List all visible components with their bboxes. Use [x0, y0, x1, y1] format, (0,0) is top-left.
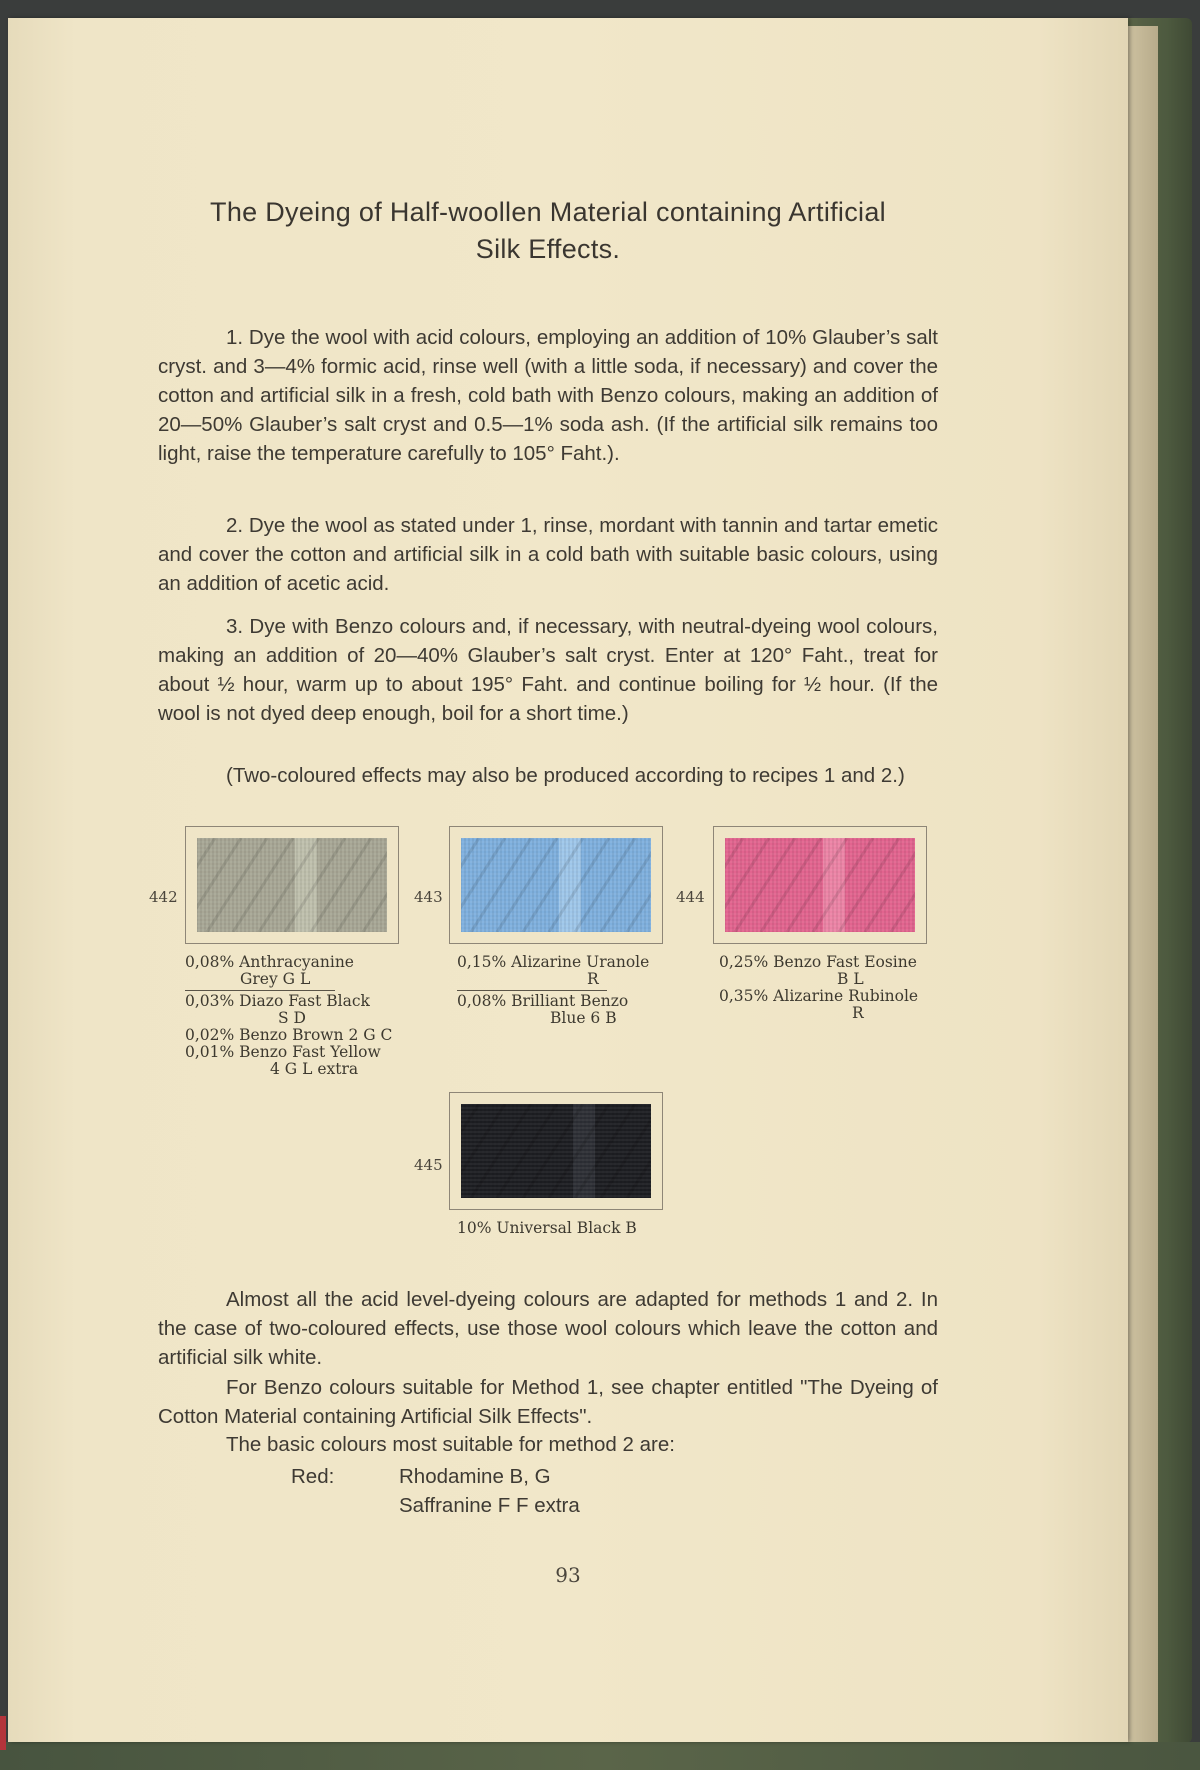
recipe-divider [457, 990, 607, 991]
swatch-number-442: 442 [149, 888, 178, 906]
recipe-line: R [587, 970, 599, 988]
fabric-sample-444 [725, 838, 915, 932]
swatch-444 [713, 826, 927, 944]
recipe-line: B L [837, 970, 864, 988]
recipe-line: R [852, 1004, 864, 1022]
book-cover-bottom [0, 1742, 1200, 1770]
recipe-line: 0,02% Benzo Brown 2 G C [185, 1026, 393, 1044]
book-page [8, 18, 1128, 1742]
page-title [158, 194, 938, 268]
fabric-sample-442 [197, 838, 387, 932]
recipe-line: 4 G L extra [270, 1060, 359, 1078]
page-number: 93 [555, 1563, 581, 1587]
recipe-divider [185, 990, 335, 991]
benzo-colours-paragraph: For Benzo colours suitable for Method 1, see chapter entitled "The Dyeing of Cotton Material containing Artificial Silk Effects". [158, 1376, 938, 1428]
recipe-445 [457, 1220, 637, 1237]
swatch-445 [449, 1092, 663, 1210]
recipe-line: 0,15% Alizarine Uranole [457, 953, 650, 971]
basic-colour-item: Rhodamine B, G [399, 1465, 551, 1488]
recipe-443 [457, 954, 649, 1027]
title-line-1: The Dyeing of Half-woollen Material containing Artificial [210, 197, 886, 227]
swatch-442 [185, 826, 399, 944]
recipe-line: S D [278, 1009, 306, 1027]
recipe-line: 10% Universal Black B [457, 1219, 637, 1237]
bookmark-ribbon [0, 1716, 6, 1750]
swatch-number-443: 443 [414, 888, 443, 906]
basic-colour-label: Red: [291, 1465, 335, 1488]
recipe-line: Blue 6 B [550, 1009, 617, 1027]
acid-colours-paragraph: Almost all the acid level-dyeing colours are adapted for methods 1 and 2. In the case of two-coloured effects, use those wool colours which leave the cotton and artificial silk white. [158, 1288, 938, 1369]
recipe-442 [185, 954, 392, 1078]
recipe-444 [719, 954, 918, 1022]
two-coloured-note: (Two-coloured effects may also be produced according to recipes 1 and 2.) [226, 764, 905, 787]
recipe-line: 0,08% Anthracyanine [185, 953, 354, 971]
title-line-2: Silk Effects. [475, 234, 621, 264]
recipe-line: 0,25% Benzo Fast Eosine [719, 953, 917, 971]
basic-colour-item: Saffranine F F extra [399, 1494, 580, 1517]
recipe-line: 0,35% Alizarine Rubinole [719, 987, 919, 1005]
swatch-443 [449, 826, 663, 944]
swatch-number-445: 445 [414, 1156, 443, 1174]
method-2-paragraph: 2. Dye the wool as stated under 1, rinse, mordant with tannin and tartar emetic and cover the cotton and artificial silk in a cold bath with suitable basic colours, using an addition of acetic acid. [158, 514, 938, 595]
swatch-number-444: 444 [676, 888, 705, 906]
fabric-sample-443 [461, 838, 651, 932]
recipe-line: 0,03% Diazo Fast Black [185, 992, 370, 1010]
recipe-line: 0,08% Brilliant Benzo [457, 992, 629, 1010]
method-1-paragraph: 1. Dye the wool with acid colours, employing an addition of 10% Glauber’s salt cryst. and 3—4% formic acid, rinse well (with a little soda, if necessary) and cover the cotton and artificial silk in a fresh, cold bath with Benzo colours, making an addition of 20—50% Glauber’s salt cryst and 0.5—1% soda ash. (If the artificial silk remains too light, raise the temperature carefully to 105° Faht.). [158, 326, 938, 465]
recipe-line: Grey G L [240, 970, 311, 988]
method-3-paragraph: 3. Dye with Benzo colours and, if necessary, with neutral-dyeing wool colours, making an addition of 20—40% Glauber’s salt cryst. Enter at 120° Faht., treat for about ½ hour, warm up to about 195° Faht. and continue boiling for ½ hour. (If the wool is not dyed deep enough, boil for a short time.) [158, 615, 938, 725]
fabric-sample-445 [461, 1104, 651, 1198]
recipe-line: 0,01% Benzo Fast Yellow [185, 1043, 381, 1061]
basic-colours-intro: The basic colours most suitable for method 2 are: [226, 1433, 675, 1456]
